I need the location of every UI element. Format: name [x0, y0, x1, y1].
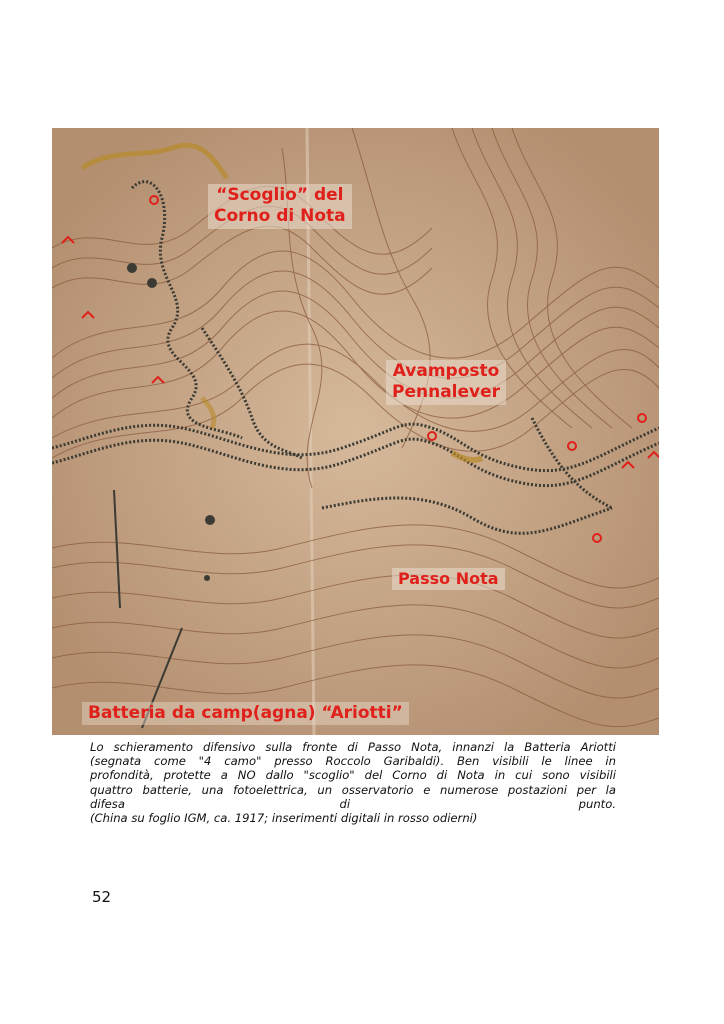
historical-map — [52, 128, 659, 735]
map-label-passo-nota: Passo Nota — [392, 568, 505, 590]
caption-line: (China su foglio IGM, ca. 1917; inserimenti digitali in rosso odierni) — [90, 811, 478, 826]
caption-line: Lo schieramento difensivo sulla fronte di Passo Nota, innanzi la Batteria Ariotti — [90, 740, 616, 754]
map-label-batteria: Batteria da camp(agna) “Ariotti” — [82, 702, 409, 725]
caption-line: difesa di punto. — [90, 796, 616, 811]
figure-caption — [90, 740, 616, 825]
map-drawing — [52, 128, 659, 735]
caption-line: (segnata come "4 camo" presso Roccolo Garibaldi). Ben visibili le linee in — [90, 754, 616, 769]
caption-line: quattro batterie, una fotoelettrica, un osservatorio e numerose postazioni per la — [90, 782, 616, 797]
page-number: 52 — [92, 888, 112, 906]
map-label-avamposto: Avamposto Pennalever — [386, 360, 506, 405]
caption-line: profondità, protette a NO dallo "scoglio" del Corno di Nota in cui sono visibili — [90, 768, 616, 783]
map-label-scoglio: “Scoglio” del Corno di Nota — [208, 184, 352, 229]
